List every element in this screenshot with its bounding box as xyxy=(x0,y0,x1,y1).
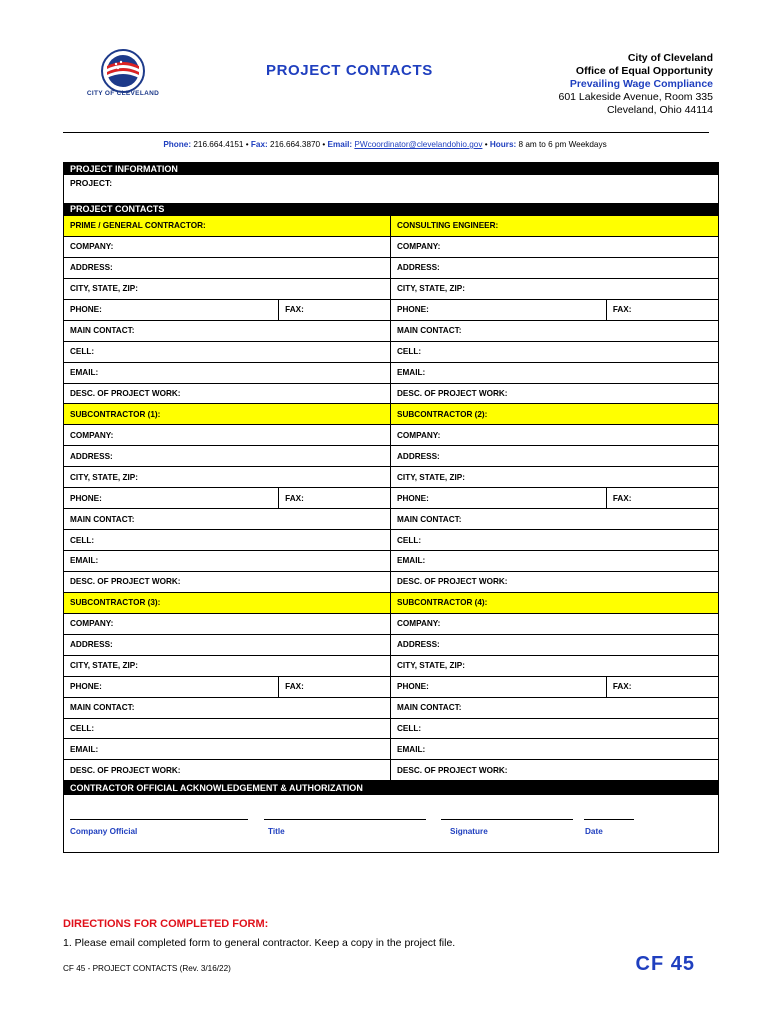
acknowledgement-heading: CONTRACTOR OFFICIAL ACKNOWLEDGEMENT & AUTHORIZATION xyxy=(64,780,718,794)
cell-field[interactable]: CELL: xyxy=(64,718,390,739)
title-line[interactable] xyxy=(264,819,426,820)
party-heading: SUBCONTRACTOR (2): xyxy=(391,403,718,424)
phone-fax-row xyxy=(391,676,718,697)
fax-field[interactable]: FAX: xyxy=(285,305,304,315)
email-field[interactable]: EMAIL: xyxy=(391,738,718,759)
title-label: Title xyxy=(268,827,285,837)
company-field[interactable]: COMPANY: xyxy=(64,236,390,257)
email-link[interactable]: PWcoordinator@clevelandohio.gov xyxy=(354,140,483,149)
party-heading: SUBCONTRACTOR (3): xyxy=(64,592,390,613)
party-heading: CONSULTING ENGINEER: xyxy=(391,215,718,236)
party-heading: SUBCONTRACTOR (4): xyxy=(391,592,718,613)
phone-fax-row xyxy=(391,487,718,508)
project-field[interactable] xyxy=(64,175,718,203)
main-contact-field[interactable]: MAIN CONTACT: xyxy=(64,320,390,341)
address-line-2: Cleveland, Ohio 44114 xyxy=(606,104,713,116)
signature-label: Signature xyxy=(450,827,488,837)
phone-value: 216.664.4151 xyxy=(193,140,244,149)
party-heading: SUBCONTRACTOR (1): xyxy=(64,403,390,424)
phone-fax-row xyxy=(64,487,390,508)
city-field[interactable]: CITY, STATE, ZIP: xyxy=(64,466,390,487)
contact-line xyxy=(0,140,770,149)
phone-fax-row xyxy=(64,676,390,697)
project-contacts-heading: PROJECT CONTACTS xyxy=(64,203,718,215)
company-field[interactable]: COMPANY: xyxy=(391,613,718,634)
directions-item-1: 1. Please email completed form to general contractor. Keep a copy in the project file. xyxy=(63,937,456,949)
fax-field[interactable]: FAX: xyxy=(285,493,304,503)
date-line[interactable] xyxy=(584,819,634,820)
form-frame xyxy=(63,162,719,853)
acknowledgement-section xyxy=(64,794,718,852)
office-line-2: Office of Equal Opportunity xyxy=(575,65,713,77)
desc-field[interactable]: DESC. OF PROJECT WORK: xyxy=(391,383,718,404)
header-divider xyxy=(63,132,709,133)
form-code: CF 45 xyxy=(635,953,695,975)
phone-fax-row xyxy=(64,299,390,320)
contacts-left-column xyxy=(64,215,391,780)
email-field[interactable]: EMAIL: xyxy=(64,738,390,759)
desc-field[interactable]: DESC. OF PROJECT WORK: xyxy=(64,383,390,404)
address-line-1: 601 Lakeside Avenue, Room 335 xyxy=(558,91,713,103)
cell-field[interactable]: CELL: xyxy=(391,529,718,550)
fax-value: 216.664.3870 xyxy=(270,140,321,149)
main-contact-field[interactable]: MAIN CONTACT: xyxy=(64,508,390,529)
page-title: PROJECT CONTACTS xyxy=(266,62,433,79)
office-line-1: City of Cleveland xyxy=(627,52,713,64)
contacts-grid xyxy=(64,215,718,780)
date-label: Date xyxy=(585,827,603,837)
contacts-right-column xyxy=(391,215,718,780)
company-field[interactable]: COMPANY: xyxy=(391,424,718,445)
main-contact-field[interactable]: MAIN CONTACT: xyxy=(391,320,718,341)
email-field[interactable]: EMAIL: xyxy=(64,550,390,571)
fax-field[interactable]: FAX: xyxy=(612,305,632,315)
main-contact-field[interactable]: MAIN CONTACT: xyxy=(64,697,390,718)
city-field[interactable]: CITY, STATE, ZIP: xyxy=(391,466,718,487)
signature-line[interactable] xyxy=(441,819,573,820)
fax-field[interactable]: FAX: xyxy=(285,682,304,692)
email-field[interactable]: EMAIL: xyxy=(64,362,390,383)
separator: • xyxy=(322,140,326,149)
city-field[interactable]: CITY, STATE, ZIP: xyxy=(391,278,718,299)
desc-field[interactable]: DESC. OF PROJECT WORK: xyxy=(64,759,390,780)
desc-field[interactable]: DESC. OF PROJECT WORK: xyxy=(391,759,718,780)
phone-label: Phone: xyxy=(163,140,192,149)
address-field[interactable]: ADDRESS: xyxy=(391,445,718,466)
fax-field[interactable]: FAX: xyxy=(612,493,632,503)
division-name: Prevailing Wage Compliance xyxy=(569,78,713,90)
phone-fax-row xyxy=(391,299,718,320)
separator: • xyxy=(484,140,488,149)
company-official-label: Company Official xyxy=(70,827,138,837)
city-field[interactable]: CITY, STATE, ZIP: xyxy=(391,655,718,676)
cell-field[interactable]: CELL: xyxy=(391,718,718,739)
phone-field[interactable]: PHONE: xyxy=(391,488,607,508)
company-field[interactable]: COMPANY: xyxy=(64,613,390,634)
fax-label: Fax: xyxy=(250,140,268,149)
address-field[interactable]: ADDRESS: xyxy=(391,634,718,655)
cell-field[interactable]: CELL: xyxy=(391,341,718,362)
address-field[interactable]: ADDRESS: xyxy=(64,634,390,655)
city-field[interactable]: CITY, STATE, ZIP: xyxy=(64,278,390,299)
email-field[interactable]: EMAIL: xyxy=(391,550,718,571)
phone-field[interactable]: PHONE: xyxy=(391,677,607,697)
phone-field[interactable]: PHONE: xyxy=(64,488,279,508)
project-information-heading: PROJECT INFORMATION xyxy=(64,163,718,175)
party-heading: PRIME / GENERAL CONTRACTOR: xyxy=(64,215,390,236)
cell-field[interactable]: CELL: xyxy=(64,341,390,362)
company-official-line[interactable] xyxy=(70,819,248,820)
cell-field[interactable]: CELL: xyxy=(64,529,390,550)
fax-field[interactable]: FAX: xyxy=(612,682,632,692)
phone-field[interactable]: PHONE: xyxy=(64,300,279,320)
company-field[interactable]: COMPANY: xyxy=(391,236,718,257)
address-field[interactable]: ADDRESS: xyxy=(391,257,718,278)
hours-label: Hours: xyxy=(489,140,517,149)
email-label: Email: xyxy=(327,140,353,149)
office-address-block xyxy=(558,52,713,117)
logo-caption: CITY OF CLEVELAND xyxy=(86,90,160,97)
desc-field[interactable]: DESC. OF PROJECT WORK: xyxy=(391,571,718,592)
form-revision: CF 45 - PROJECT CONTACTS (Rev. 3/16/22) xyxy=(63,964,231,973)
phone-field[interactable]: PHONE: xyxy=(391,300,607,320)
directions-heading: DIRECTIONS FOR COMPLETED FORM: xyxy=(63,918,269,930)
company-field[interactable]: COMPANY: xyxy=(64,424,390,445)
phone-field[interactable]: PHONE: xyxy=(64,677,279,697)
separator: • xyxy=(245,140,249,149)
hours-value: 8 am to 6 pm Weekdays xyxy=(518,140,607,149)
address-field[interactable]: ADDRESS: xyxy=(64,257,390,278)
city-field[interactable]: CITY, STATE, ZIP: xyxy=(64,655,390,676)
email-field[interactable]: EMAIL: xyxy=(391,362,718,383)
project-label: PROJECT: xyxy=(70,178,113,188)
main-contact-field[interactable]: MAIN CONTACT: xyxy=(391,508,718,529)
address-field[interactable]: ADDRESS: xyxy=(64,445,390,466)
desc-field[interactable]: DESC. OF PROJECT WORK: xyxy=(64,571,390,592)
main-contact-field[interactable]: MAIN CONTACT: xyxy=(391,697,718,718)
